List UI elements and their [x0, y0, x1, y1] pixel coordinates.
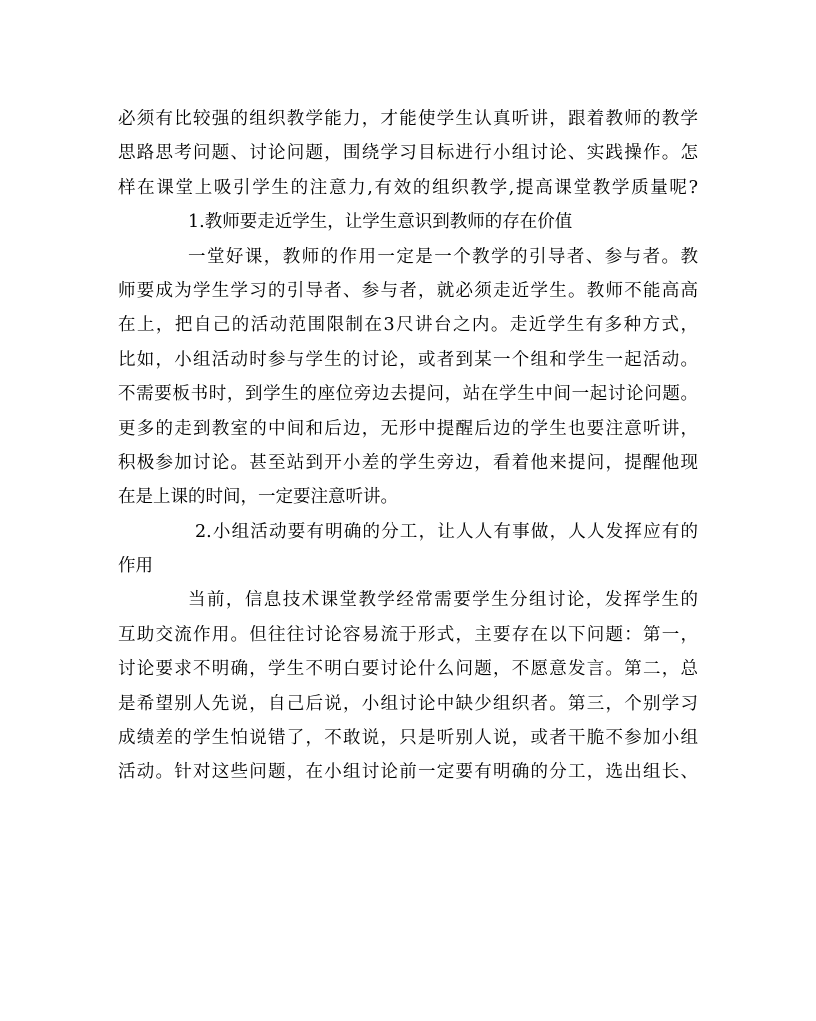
text-line: 比如，小组活动时参与学生的讨论，或者到某一个组和学生一起活动。 — [118, 349, 698, 370]
text-line: 活动。针对这些问题，在小组讨论前一定要有明确的分工，选出组长、 — [118, 762, 698, 783]
section-heading-1: 1.教师要走近学生，让学生意识到教师的存在价值 — [188, 212, 573, 233]
text-line: 一堂好课，教师的作用一定是一个教学的引导者、参与者。教 — [188, 246, 698, 267]
document-body — [118, 102, 698, 790]
text-line: 讨论要求不明确，学生不明白要讨论什么问题，不愿意发言。第二，总 — [118, 659, 698, 680]
section-heading-2-cont: 作用 — [118, 556, 153, 577]
text-line: 更多的走到教室的中间和后边，无形中提醒后边的学生也要注意听讲， — [118, 418, 698, 439]
text-line: 不需要板书时，到学生的座位旁边去提问，站在学生中间一起讨论问题。 — [118, 384, 698, 405]
text-line: 当前，信息技术课堂教学经常需要学生分组讨论，发挥学生的 — [188, 590, 698, 611]
text-line: 在上，把自己的活动范围限制在3尺讲台之内。走近学生有多种方式， — [118, 315, 698, 336]
section-heading-2: 2.小组活动要有明确的分工，让人人有事做，人人发挥应有的 — [195, 521, 698, 542]
text-line: 互助交流作用。但往往讨论容易流于形式，主要存在以下问题：第一， — [118, 624, 698, 645]
text-line: 成绩差的学生怕说错了，不敢说，只是听别人说，或者干脆不参加小组 — [118, 728, 698, 749]
text-line: 是希望别人先说，自己后说，小组讨论中缺少组织者。第三，个别学习 — [118, 693, 698, 714]
text-line: 样在课堂上吸引学生的注意力,有效的组织教学,提高课堂教学质量呢? — [118, 177, 698, 198]
text-line: 思路思考问题、讨论问题，围绕学习目标进行小组讨论、实践操作。怎 — [118, 143, 698, 164]
text-line: 必须有比较强的组织教学能力，才能使学生认真听讲，跟着教师的教学 — [118, 109, 698, 129]
text-line: 在是上课的时间，一定要注意听讲。 — [118, 487, 398, 508]
text-line: 师要成为学生学习的引导者、参与者，就必须走近学生。教师不能高高 — [118, 280, 698, 301]
text-line: 积极参加讨论。甚至站到开小差的学生旁边，看着他来提问，提醒他现 — [118, 452, 698, 473]
